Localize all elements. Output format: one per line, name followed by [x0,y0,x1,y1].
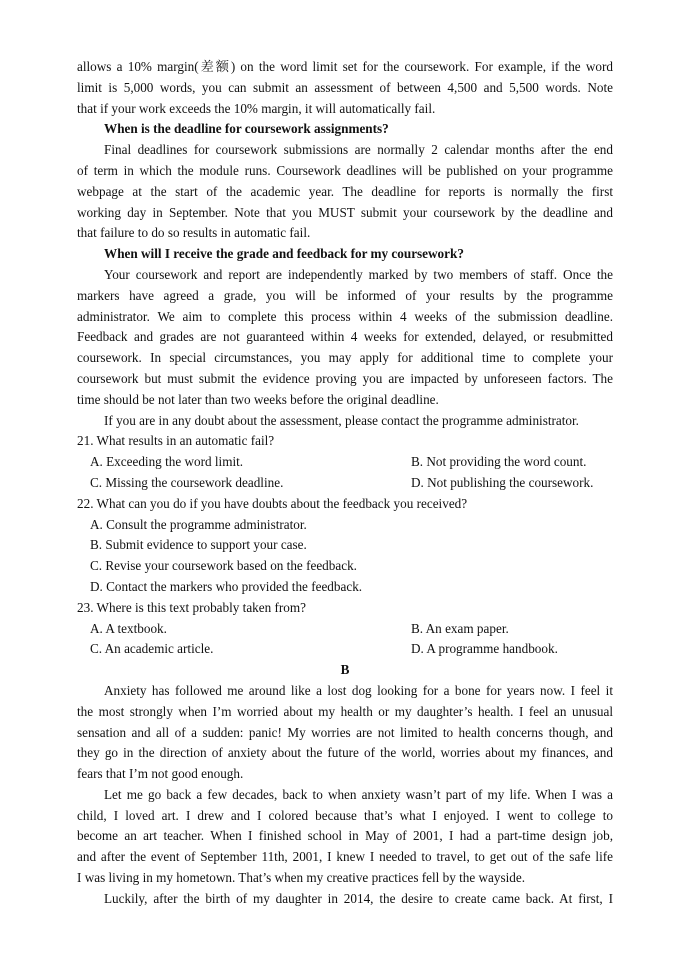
option-a: A. Exceeding the word limit. [90,454,244,470]
text-line: webpage at the start of the academic year. The deadline for reports is normally the first [77,183,613,199]
text-line: become an art teacher. When I finished school in May of 2001, I had a part-time design job, [77,828,613,844]
text-line: that failure to do so results in automatic fail. [77,225,311,241]
option-d: D. Not publishing the coursework. [411,474,594,490]
question-21-options-row-2 [77,473,613,494]
section-heading-grade: When will I receive the grade and feedback for my coursework? [104,246,464,262]
question-22-stem: 22. What can you do if you have doubts about the feedback you received? [77,495,468,511]
option-a: A. Consult the programme administrator. [90,516,307,532]
text-line: Anxiety has followed me around like a lost dog looking for a bone for years now. I feel it [104,682,613,698]
text-line: Let me go back a few decades, back to when anxiety wasn’t part of my life. When I was a [104,786,613,802]
option-b: B. Not providing the word count. [411,454,587,470]
text-line: child, I loved art. I drew and I colored because that’s what I enjoyed. I went to college to [77,807,613,823]
text-line: Luckily, after the birth of my daughter in 2014, the desire to create came back. At first, I [104,890,613,906]
document-page [77,57,613,910]
text-line: limit is 5,000 words, you can submit an assessment of between 4,500 and 5,500 words. Note [77,79,613,95]
section-heading-deadline: When is the deadline for coursework assignments? [104,121,389,137]
text-line: the most strongly when I’m worried about my health or my daughter’s health. I feel an unusual [77,703,613,719]
text-line: they go in the direction of anxiety about the future of the world, worries about my finances, and [77,745,613,761]
question-23-options-row-2 [77,639,613,660]
option-b: B. An exam paper. [411,620,509,636]
option-a: A. A textbook. [90,620,167,636]
option-c: C. Revise your coursework based on the feedback. [90,558,357,574]
text-line: working day in September. Note that you MUST submit your coursework by the deadline and [77,204,613,220]
text-line: administrator. We aim to complete this process within 4 weeks of the submission deadline. [77,308,613,324]
option-c: C. Missing the coursework deadline. [90,474,284,490]
text-line: allows a 10% margin(差额) on the word limit set for the coursework. For example, if the word [77,59,613,74]
text-line: I was living in my hometown. That’s when my creative practices fell by the wayside. [77,870,526,886]
question-21-stem: 21. What results in an automatic fail? [77,433,275,449]
question-23-options-row-1 [77,619,613,640]
text-line: coursework but must submit the evidence proving you are impacted by unforeseen factors. The [77,370,613,386]
option-c: C. An academic article. [90,641,214,657]
question-23-stem: 23. Where is this text probably taken from? [77,599,307,615]
text-line: and after the event of September 11th, 2001, I knew I needed to travel, to get out of the safe life [77,849,613,865]
option-b: B. Submit evidence to support your case. [90,537,307,553]
text-line: Feedback and grades are not guaranteed within 4 weeks for extended, delayed, or resubmitted [77,329,613,345]
text-line: If you are in any doubt about the assessment, please contact the programme administrator. [104,412,579,428]
text-line: sensation and all of a sudden: panic! My worries are not limited to health concerns though, and [77,724,613,740]
text-line: fears that I’m not good enough. [77,766,244,782]
text-line: Final deadlines for coursework submissions are normally 2 calendar months after the end [104,142,613,158]
text-line: markers have agreed a grade, you will be informed of your results by the programme [77,287,613,303]
section-label-b: B [340,662,350,678]
text-line: time should be not later than two weeks before the original deadline. [77,391,439,407]
option-d: D. A programme handbook. [411,641,558,657]
option-d: D. Contact the markers who provided the feedback. [90,578,363,594]
text-line: that if your work exceeds the 10% margin, it will automatically fail. [77,100,436,116]
question-21-options-row-1 [77,452,613,473]
text-line: coursework. In special circumstances, you may apply for additional time to complete your [77,350,613,366]
text-line: of term in which the module runs. Coursework deadlines will be published on your programme [77,162,613,178]
text-line: Your coursework and report are independently marked by two members of staff. Once the [104,266,613,282]
